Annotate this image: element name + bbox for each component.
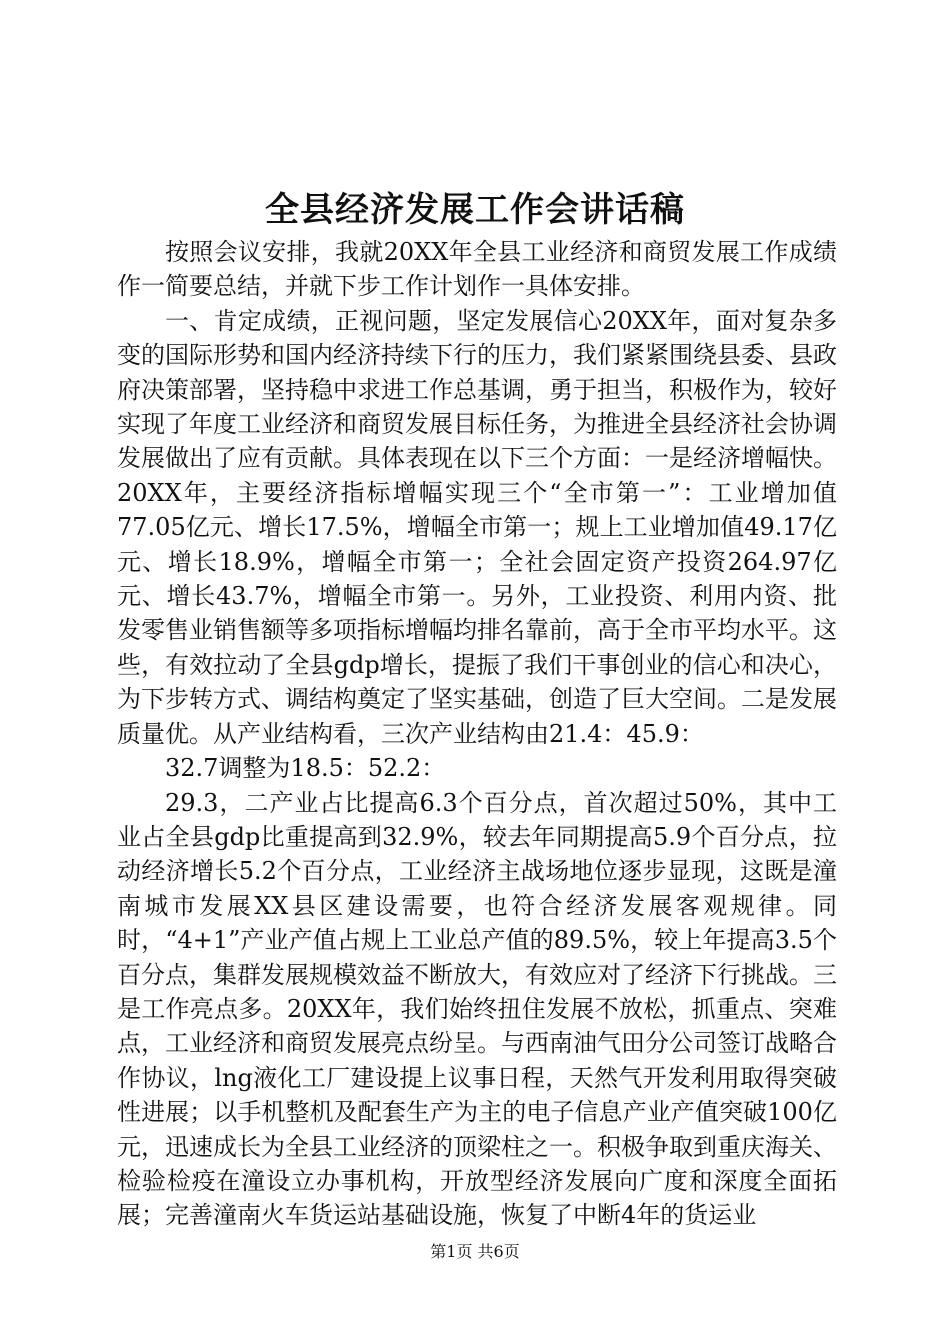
paragraph-intro: 按照会议安排，我就20XX年全县工业经济和商贸发展工作成绩作一简要总结，并就下步工作计划作一具体安排。 — [117, 238, 837, 301]
document-body — [117, 235, 837, 1233]
document-title: 全县经济发展工作会讲话稿 — [265, 190, 685, 230]
paragraph-achievements: 一、肯定成绩，正视问题，坚定发展信心20XX年，面对复杂多变的国际形势和国内经济持续下行的压力，我们紧紧围绕县委、县政府决策部署，坚持稳中求进工作总基调，勇于担当，积极作为，较好实现了年度工业经济和商贸发展目标任务，为推进全县经济社会协调发展做出了应有贡献。具体表现在以下三个方面：一是经济增幅快。20XX年，主要经济指标增幅实现三个“全市第一”：工业增加值77.05亿元、增长17.5%，增幅全市第一；规上工业增加值49.17亿元、增长18.9%，增幅全市第一；全社会固定资产投资264.97亿元、增长43.7%，增幅全市第一。另外，工业投资、利用内资、批发零售业销售额等多项指标增幅均排名靠前，高于全市平均水平。这些，有效拉动了全县gdp增长，提振了我们干事创业的信心和决心，为下步转方式、调结构奠定了坚实基础，创造了巨大空间。二是发展质量优。从产业结构看，三次产业结构由21.4：45.9： — [117, 306, 837, 748]
paragraph-highlights: 29.3，二产业占比提高6.3个百分点，首次超过50%，其中工业占全县gdp比重提高到32.9%，较去年同期提高5.9个百分点，拉动经济增长5.2个百分点，工业经济主战场地位逐步显现，这既是潼南城市发展XX县区建设需要，也符合经济发展客观规律。同时，“4+1”产业产值占规上工业总产值的89.5%，较上年提高3.5个百分点，集群发展规模效益不断放大，有效应对了经济下行挑战。三是工作亮点多。20XX年，我们始终扭住发展不放松，抓重点、突难点，工业经济和商贸发展亮点纷呈。与西南油气田分公司签订战略合作协议，lng液化工厂建设提上议事日程，天然气开发利用取得突破性进展；以手机整机及配套生产为主的电子信息产业产值突破100亿元，迅速成长为全县工业经济的顶梁柱之一。积极争取到重庆海关、检验检疫在潼设立办事机构，开放型经济发展向广度和深度全面拓展；完善潼南火车货运站基础设施，恢复了中断4年的货运业 — [117, 788, 837, 1230]
page-number: 第1页 — [430, 1242, 473, 1261]
page-footer — [0, 1242, 950, 1262]
total-pages: 共6页 — [477, 1242, 520, 1261]
paragraph-structure-adjustment: 32.7调整为18.5：52.2： — [165, 754, 446, 783]
